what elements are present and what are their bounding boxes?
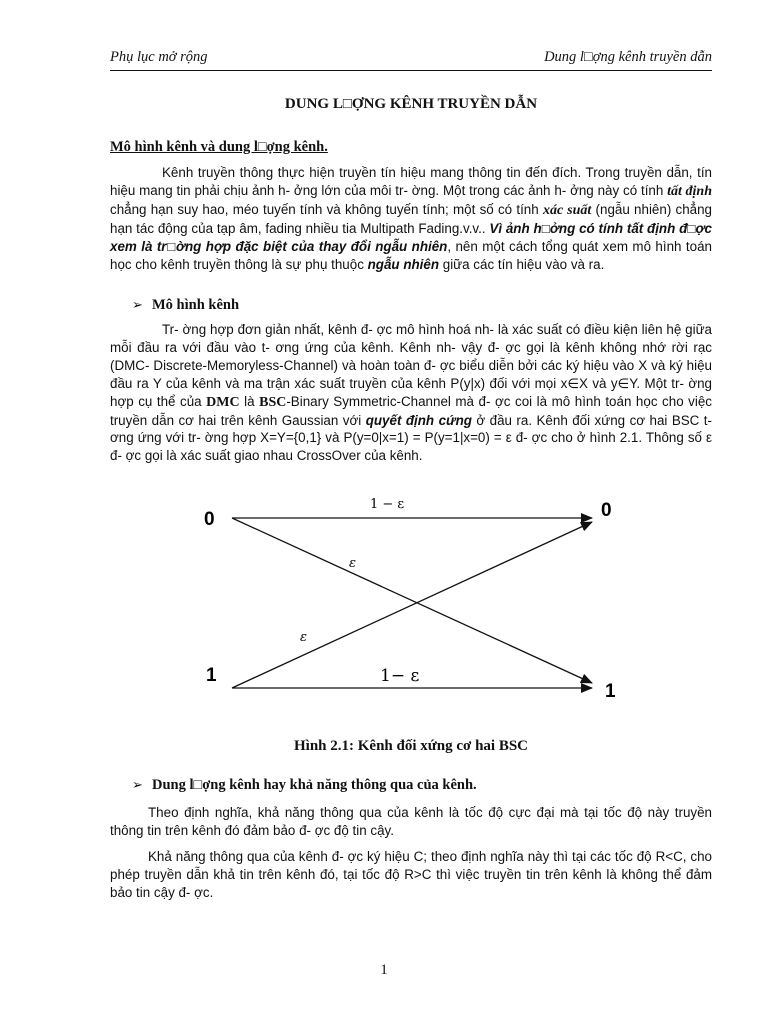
para1-emph-random: ngẫu nhiên: [367, 256, 440, 272]
input-symbol-0: 0: [204, 509, 215, 530]
para1-text-3: (ngẫu nhiên) chẳng hạn tác động của tạp âm, fading nhiều tia Multipath Fading.v.v..: [110, 201, 713, 236]
bullet-channel-model: [132, 297, 239, 314]
bullet-channel-capacity: [132, 777, 477, 794]
arrow-bullet-icon: ➢: [132, 778, 143, 793]
prob-label-0-to-0: 1 − ε: [370, 497, 405, 512]
para2-bold-bsc: BSC: [259, 394, 287, 410]
header-left: Phụ lục mở rộng: [110, 49, 208, 65]
bullet-channel-model-label: Mô hình kênh: [152, 297, 240, 313]
prob-label-crossover-upper: ε: [349, 556, 356, 571]
section-heading: Mô hình kênh và dung l□ợng kênh.: [110, 139, 328, 155]
header-right: Dung l□ợng kênh truyền dẫn: [544, 49, 712, 65]
paragraph-channel-model: [110, 321, 712, 465]
para1-emph-deterministic: tất định: [667, 183, 712, 199]
input-symbol-1: 1: [206, 665, 217, 686]
para1-text-2: chẳng hạn suy hao, méo tuyến tính và không tuyến tính; một số có tính: [110, 201, 543, 217]
para1-emph-probabilistic: xác suất: [542, 202, 592, 218]
edge-0-to-1: [232, 518, 592, 683]
output-symbol-0: 0: [601, 500, 612, 521]
arrow-bullet-icon: ➢: [132, 298, 143, 313]
document-title: DUNG L□ỢNG KÊNH TRUYỀN DẪN: [284, 96, 538, 112]
para2-text-1: Tr- ờng hợp đơn giản nhất, kênh đ- ợc mô hình hoá nh- là xác suất có điều kiện liên hệ giữa mỗi đầu ra với đầu vào t- ơng ứng của kênh. Kênh nh- vậy đ- ợc gọi là kênh không nhớ rời rạc (DMC- Discrete-Memoryless-Channel) và hoàn toàn đ- ợc biểu diễn bởi các ký hiệu vào X và ký hiệu đầu ra Y của kênh và ma trận xác suất truyền của kênh P(y|x) đối với mọi x∈X và y∈Y. Một tr- ờng hợp cụ thể của: [110, 322, 712, 409]
paragraph-capacity-symbol: Khả năng thông qua của kênh đ- ợc ký hiệu C; theo định nghĩa này thì tại các tốc độ R<C, cho phép truyền dẫn khả tin trên kênh đó, tại tốc độ R>C thì việc truyền tin trên kênh là không thể đảm bảo tin cậy đ- ợc.: [110, 849, 712, 900]
para1-text-1: Kênh truyền thông thực hiện truyền tín hiệu mang thông tin đến đích. Trong truyền dẫn, tín hiệu mang tin phải chịu ảnh h- ởng lớn của môi tr- ờng. Một trong các ảnh h- ởng này có tính: [110, 165, 712, 198]
para1-text-5: giữa các tín hiệu vào và ra.: [439, 256, 605, 272]
para2-text-2: là: [239, 393, 260, 409]
para2-emph-hard-decision: quyết định cứng: [365, 412, 472, 428]
paragraph-intro: [110, 164, 712, 273]
output-symbol-1: 1: [605, 681, 616, 702]
para2-text-4: ở đầu ra. Kênh đối xứng cơ hai BSC t- ơng ứng với tr- ờng hợp X=Y={0,1} và P(y=0|x=1) = P(y=1|x=0) = ε đ- ợc cho ở hình 2.1. Thông số ε đ- ợc gọi là xác suất giao nhau CrossOver của kênh.: [110, 412, 712, 464]
para1-text-4: , nên một cách tổng quát xem mô hình toán học cho kênh truyền thông là sự phụ thuộc: [110, 238, 712, 272]
prob-label-1-to-1: 1− ε: [380, 666, 420, 686]
prob-label-crossover-lower: ε: [300, 630, 307, 645]
figure-caption: Hình 2.1: Kênh đối xứng cơ hai BSC: [293, 738, 529, 754]
para1-emph-statement: Vì ảnh h□ởng có tính tất định đ□ợc xem là tr□ờng hợp đặc biệt của thay đổi ngẫu nhiên: [110, 220, 712, 254]
bsc-channel-diagram: [0, 490, 768, 710]
edge-1-to-0: [232, 522, 592, 688]
page-number: 1: [380, 962, 388, 978]
bullet-channel-capacity-label: Dung l□ợng kênh hay khả năng thông qua của kênh.: [152, 777, 477, 793]
para2-bold-dmc: DMC: [206, 394, 240, 410]
para2-text-3: -Binary Symmetric-Channel mà đ- ợc coi là mô hình toán học cho việc truyền dẫn cơ hai trên kênh Gaussian với: [110, 393, 712, 428]
page-header: [110, 42, 712, 71]
paragraph-capacity-definition: Theo định nghĩa, khả năng thông qua của kênh là tốc độ cực đại mà tại tốc độ này truyền thông tin trên kênh đó đảm bảo đ- ợc độ tin cậy.: [110, 805, 712, 838]
